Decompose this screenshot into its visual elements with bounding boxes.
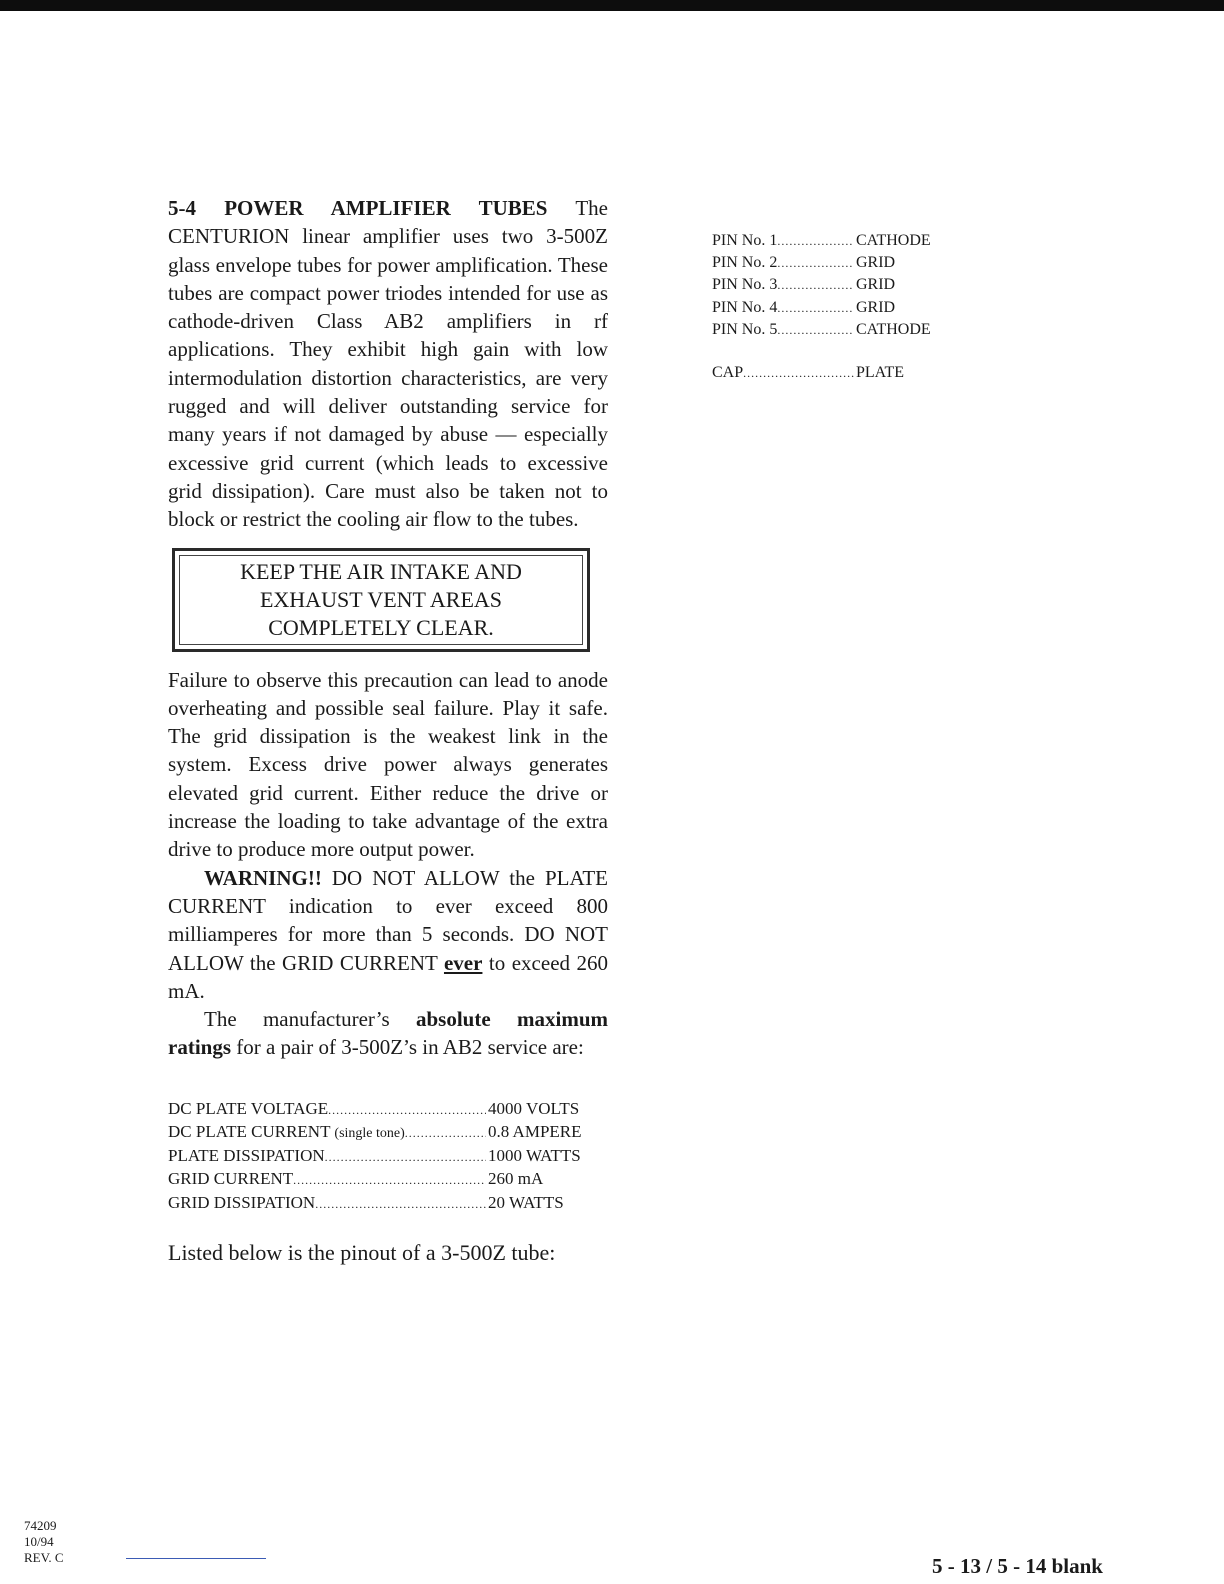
pinout-intro: Listed below is the pinout of a 3-500Z tube: <box>168 1240 556 1266</box>
rating-label: GRID CURRENT <box>168 1169 294 1189</box>
pin-function: GRID <box>856 276 896 294</box>
pinout-row <box>712 252 948 274</box>
cap-label: CAP <box>712 364 744 382</box>
pinout-row <box>712 274 948 296</box>
ratings-intro-end: for a pair of 3-500Z’s in AB2 service are: <box>231 1035 584 1060</box>
rating-label: PLATE DISSIPATION <box>168 1145 325 1165</box>
notice-line: COMPLETELY CLEAR. <box>268 614 494 640</box>
rating-value: 260 mA <box>488 1169 544 1189</box>
ratings-table <box>168 1098 608 1216</box>
pinout-row <box>712 297 948 319</box>
scan-top-border <box>0 0 1224 11</box>
pinout-table <box>712 230 952 384</box>
notice-line: KEEP THE AIR INTAKE AND <box>240 558 522 584</box>
warning-text: DO NOT ALLOW the PLATE CURRENT indication to ever exceed 800 milliamperes for more than 5 seconds. DO NOT ALLOW the GRID CURRENT <box>168 865 608 975</box>
ratings-intro-text: The manufacturer’s <box>204 1007 416 1032</box>
cap-row <box>712 362 948 384</box>
notice-inner-frame <box>179 555 583 645</box>
rating-row <box>168 1121 598 1145</box>
footer-rule <box>126 1558 266 1559</box>
rating-value: 4000 VOLTS <box>488 1098 580 1118</box>
pin-function: GRID <box>856 254 896 272</box>
notice-line: EXHAUST VENT AREAS <box>259 586 503 612</box>
rating-row <box>168 1098 598 1122</box>
pin-number: PIN No. 4 <box>712 298 778 316</box>
rating-label: GRID DISSIPATION <box>168 1192 316 1212</box>
ratings-intro-bold: absolute maximum ratings <box>168 1007 608 1060</box>
main-text-column <box>168 194 608 1267</box>
rating-row <box>168 1168 598 1192</box>
doc-date: 10/94 <box>24 1534 54 1549</box>
section-heading: 5-4 POWER AMPLIFIER TUBES <box>168 196 548 220</box>
cap-function: PLATE <box>856 364 904 382</box>
doc-number: 74209 <box>24 1518 57 1533</box>
warning-label: WARNING!! <box>204 865 322 890</box>
failure-paragraph: Failure to observe this precaution can lead to anode overheating and possible seal failure. Play it safe. The grid dissipation is the weakest link in the system. Excess drive power always generates elevated grid current. Either reduce the drive or increase the loading to take advantage of the extra drive to produce more output power. <box>168 667 608 862</box>
rating-label: DC PLATE VOLTAGE <box>168 1098 329 1118</box>
pin-function: CATHODE <box>856 320 931 338</box>
air-intake-notice-box <box>172 548 590 652</box>
footer-doc-info <box>24 1518 64 1566</box>
page-number: 5 - 13 / 5 - 14 blank <box>932 1554 1103 1578</box>
warning-text-end: to exceed 260 mA. <box>168 950 608 1003</box>
rating-row <box>168 1145 598 1169</box>
rating-note: (single tone) <box>334 1126 405 1142</box>
warning-paragraph <box>168 864 608 1005</box>
pin-function: GRID <box>856 298 896 316</box>
pinout-row <box>712 230 948 252</box>
ratings-intro <box>168 1005 608 1062</box>
rating-value: 1000 WATTS <box>488 1145 581 1165</box>
rating-value: 20 WATTS <box>488 1192 564 1212</box>
pin-function: CATHODE <box>856 232 931 249</box>
doc-revision: REV. C <box>24 1550 64 1565</box>
rating-value: 0.8 AMPERE <box>488 1122 582 1142</box>
pinout-row <box>712 319 948 341</box>
section-intro: The CENTURION linear amplifier uses two 3-500Z glass envelope tubes for power amplification. These tubes are compact power triodes intended for use as cathode-driven Class AB2 amplifiers in rf applications. They exhibit high gain with low intermodulation distortion characteristics, are very rugged and will deliver outstanding service for many years if not damaged by abuse — especially excessive grid current (which leads to excessive grid dissipation). Care must also be taken not to block or restrict the cooling air flow to the tubes. <box>168 196 608 532</box>
warning-emphasis: ever <box>443 950 483 975</box>
pin-number: PIN No. 5 <box>712 320 778 338</box>
pin-number: PIN No. 1 <box>712 232 778 249</box>
pin-number: PIN No. 3 <box>712 276 778 294</box>
pin-number: PIN No. 2 <box>712 254 778 272</box>
rating-row <box>168 1192 598 1216</box>
section-paragraph <box>168 194 608 534</box>
rating-label: DC PLATE CURRENT <box>168 1122 335 1142</box>
